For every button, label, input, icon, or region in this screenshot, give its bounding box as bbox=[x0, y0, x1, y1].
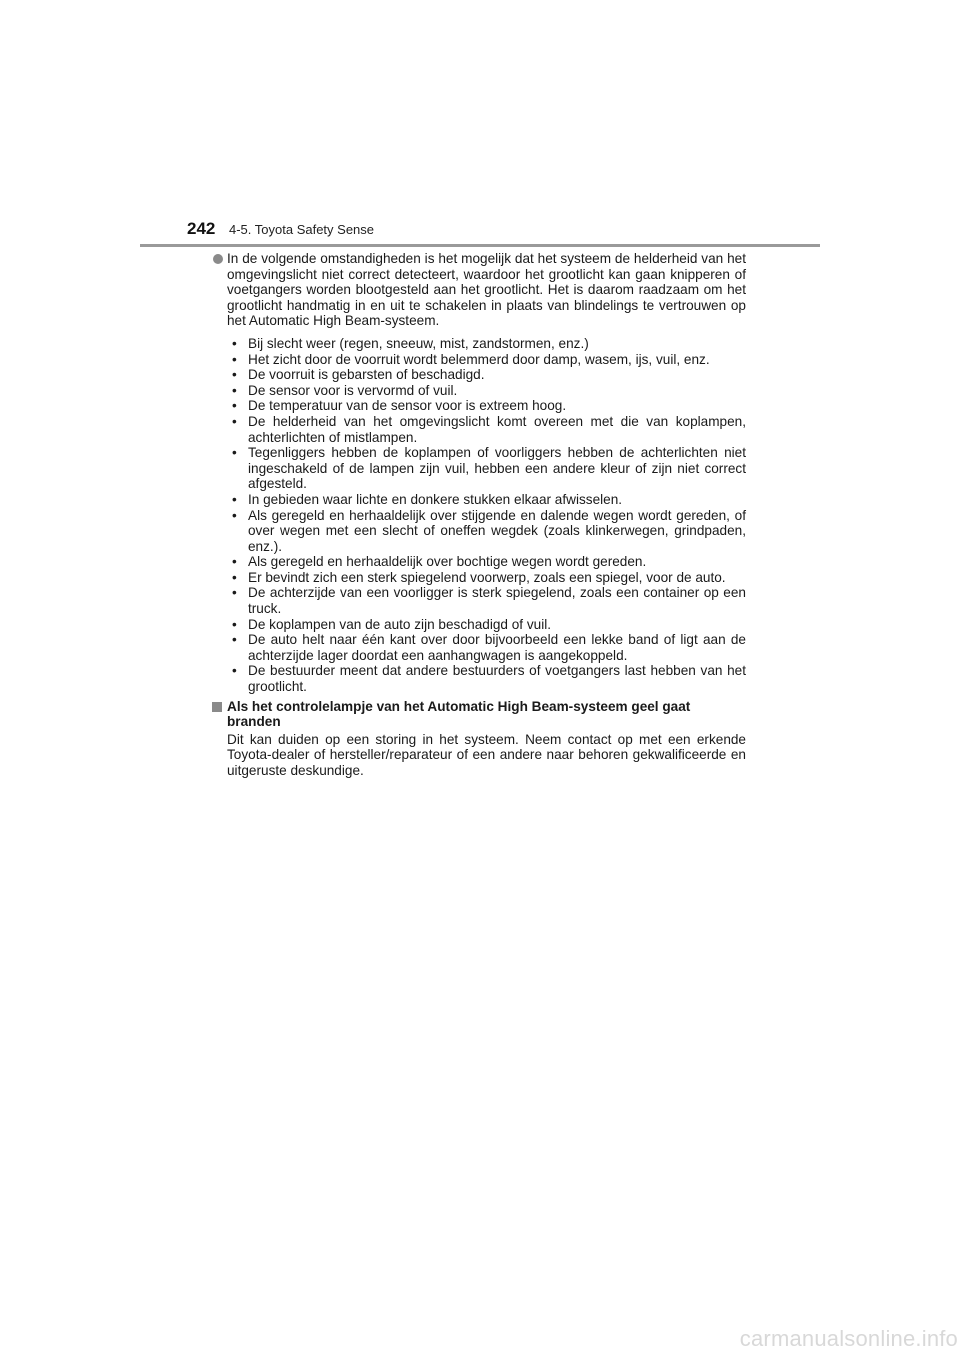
circle-bullet-icon bbox=[213, 254, 223, 264]
watermark: carmanualsonline.info bbox=[739, 1326, 958, 1351]
list-item: • De temperatuur van de sensor voor is extreem hoog. bbox=[227, 398, 746, 414]
section-body: Dit kan duiden op een storing in het systeem. Neem contact op met een erkende Toyota-dealer of hersteller/reparateur of een andere naar behoren gekwalificeerde en uitgeruste deskundige. bbox=[227, 731, 746, 778]
page-number: 242 bbox=[187, 219, 216, 238]
list-item: • Als geregeld en herhaaldelijk over bochtige wegen wordt gereden. bbox=[227, 554, 746, 570]
page-header bbox=[187, 219, 374, 239]
conditions-list bbox=[210, 336, 746, 695]
list-item: • De sensor voor is vervormd of vuil. bbox=[227, 383, 746, 399]
section-title: 4-5. Toyota Safety Sense bbox=[229, 222, 375, 237]
page-content bbox=[210, 251, 746, 779]
list-item: • In gebieden waar lichte en donkere stukken elkaar afwisselen. bbox=[227, 492, 746, 508]
list-item: • De auto helt naar één kant over door bijvoorbeeld een lekke band of ligt aan de achterzijde lager doordat een aanhangwagen is aangekoppeld. bbox=[227, 632, 746, 663]
header-rule bbox=[140, 244, 820, 247]
square-bullet-icon bbox=[212, 702, 222, 712]
list-item: • De bestuurder meent dat andere bestuurders of voetgangers last hebben van het grootlicht. bbox=[227, 663, 746, 694]
list-item: • Als geregeld en herhaaldelijk over stijgende en dalende wegen wordt gereden, of over wegen met een slecht of oneffen wegdek (zoals klinkerwegen, grindpaden, enz.). bbox=[227, 508, 746, 555]
list-item: • De achterzijde van een voorligger is sterk spiegelend, zoals een container op een truck. bbox=[227, 585, 746, 616]
list-item: • De helderheid van het omgevingslicht komt overeen met die van koplampen, achterlichten of mistlampen. bbox=[227, 414, 746, 445]
list-item: • Bij slecht weer (regen, sneeuw, mist, zandstormen, enz.) bbox=[227, 336, 746, 352]
list-item: • De voorruit is gebarsten of beschadigd. bbox=[227, 367, 746, 383]
list-item: • Tegenliggers hebben de koplampen of voorliggers hebben de achterlichten niet ingeschakeld of de lampen zijn vuil, hebben een andere kleur of zijn niet correct afgesteld. bbox=[227, 445, 746, 492]
list-item: • Er bevindt zich een sterk spiegelend voorwerp, zoals een spiegel, voor de auto. bbox=[227, 570, 746, 586]
list-item: • De koplampen van de auto zijn beschadigd of vuil. bbox=[227, 617, 746, 633]
circle-paragraph-text: In de volgende omstandigheden is het mogelijk dat het systeem de helderheid van het omgevingslicht niet correct detecteert, waardoor het grootlicht kan gaan knipperen of voetgangers worden blootgesteld aan het grootlicht. Het is daarom raadzaam om het grootlicht handmatig in en uit te schakelen in plaats van blindelings te vertrouwen op het Automatic High Beam-systeem. bbox=[227, 251, 746, 329]
circle-bullet-paragraph bbox=[210, 251, 746, 329]
section-heading: Als het controlelampje van het Automatic High Beam-systeem geel gaat branden bbox=[227, 698, 691, 730]
list-item: • Het zicht door de voorruit wordt belemmerd door damp, wasem, ijs, vuil, enz. bbox=[227, 352, 746, 368]
square-bullet-section bbox=[210, 699, 746, 779]
